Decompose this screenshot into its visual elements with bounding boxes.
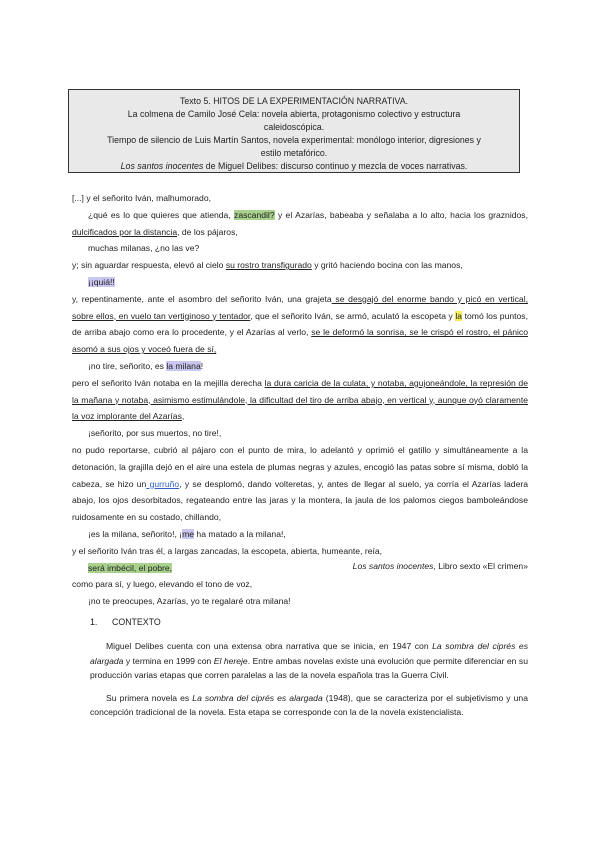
highlight-yellow: la xyxy=(455,310,463,321)
excerpt-paragraph: ¡no tire, señorito, es la milana! xyxy=(88,360,204,371)
highlight-purple: ¡¡quiá!! xyxy=(88,276,115,287)
header-line: estilo metafórico. xyxy=(260,148,328,158)
body-paragraph: Su primera novela es La sombra del ciprés es alargada (1948), que se caracteriza por el subjetivismo y una concepción tradicional de la novela. Esta etapa se corresponde con la de la novela existencialista. xyxy=(90,692,528,718)
section-title: CONTEXTO xyxy=(112,617,161,627)
underlined-text: se desgajó del enorme bando y picó en vertical, sobre ellos, en vuelo tan vertiginoso y tentador xyxy=(72,293,528,321)
highlight-green: zascandil? xyxy=(234,209,275,220)
excerpt-paragraph: y el señorito Iván tras él, a largas zancadas, la escopeta, abierta, humeante, reía, xyxy=(72,545,383,556)
excerpt-paragraph xyxy=(72,274,528,291)
excerpt-paragraph: ¿qué es lo que quieres que atienda, zascandil? y el Azarías, babeaba y señalaba a lo alto, hacia los graznidos, dulcificados por la distancia, de los pájaros, xyxy=(72,209,528,237)
header-line: Tiempo de silencio de Luis Martín Santos, novela experimental: monólogo interior, digresiones y xyxy=(107,135,481,145)
highlight-purple: me xyxy=(182,528,195,539)
body-paragraph: Miguel Delibes cuenta con una extensa obra narrativa que se inicia, en 1947 con La sombra del ciprés es alargada y termina en 1999 con El hereje. Entre ambas novelas existe una evolución que permite diferenciar en su producción varias etapas que corren paralelas a las de la novela española tras la Guerra Civil. xyxy=(90,641,528,681)
book-title: La sombra del ciprés es alargada xyxy=(90,641,528,666)
header-line: caleidoscópica. xyxy=(263,122,325,132)
underlined-text: la dura caricia de la culata, y notaba, agujoneándole, la represión de la mañana y notaba, asimismo estimulándole, la dificultad del tiro de arriba abajo, en vertical y, aunque oyó claramente la voz implorante del Azarías xyxy=(72,377,528,422)
topic-header-box xyxy=(68,89,520,173)
excerpt-citation: Los santos inocentes, Libro sexto «El crimen» xyxy=(352,561,528,571)
section-body xyxy=(90,639,528,728)
header-line: La colmena de Camilo José Cela: novela abierta, protagonismo colectivo y estructura xyxy=(127,109,461,119)
highlight-purple: la milana xyxy=(166,360,201,371)
section-number: 1. xyxy=(90,617,98,627)
excerpt-paragraph: muchas milanas, ¿no las ve? xyxy=(88,243,200,254)
underlined-text: su rostro transfigurado xyxy=(225,260,312,271)
excerpt-paragraph: y, repentinamente, ante el asombro del señorito Iván, una grajeta se desgajó del enorme bando y picó en vertical, sobre ellos, en vuelo tan vertiginoso y tentador, que el señorito Iván, se armó, aculató la escopeta y la tomó los puntos, de arriba abajo como era lo procedente, y el Azarías al verlo, se le deformó la sonrisa, se le crispó el rostro, el pánico asomó a sus ojos y voceó fuera de sí, xyxy=(72,293,528,355)
excerpt-paragraph: ¡no te preocupes, Azarías, yo te regalaré otra milana! xyxy=(88,596,291,607)
underlined-text: dulcificados por la distancia xyxy=(72,226,178,237)
book-title: La sombra del ciprés es alargada xyxy=(192,692,323,703)
excerpt-paragraph: y; sin aguardar respuesta, elevó al cielo su rostro transfigurado y gritó haciendo bocina con las manos, xyxy=(72,260,463,271)
header-title: Texto 5. HITOS DE LA EXPERIMENTACIÓN NARRATIVA. xyxy=(179,96,409,106)
excerpt-paragraph: no pudo reportarse, cubrió al pájaro con el punto de mira, lo adelantó y oprimió el gatillo y simultáneamente a la detonación, la grajilla dejó en el aire una estela de plumas negras y azules, encogió las patas sobre sí misma, dobló la cabeza, se hizo un gurruño, y se desplomó, dando volteretas, y, antes de llegar al suelo, ya corría el Azarías ladera abajo, los ojos desorbitados, regateando entre las jaras y la montera, la jaula de los palomos ciegos bamboleándose ruidosamente en su costado, chillando, xyxy=(72,444,528,523)
header-book-title: Los santos inocentes xyxy=(120,161,204,171)
underlined-text: se le deformó la sonrisa, se le crispó el rostro, el pánico asomó a sus ojos y voceó fuera de sí, xyxy=(72,327,528,355)
highlight-green: será imbécil, el pobre, xyxy=(88,562,173,573)
literary-excerpt xyxy=(72,190,528,610)
glossary-link[interactable]: gurruño xyxy=(146,478,180,489)
excerpt-paragraph: ¡es la milana, señorito!, ¡me ha matado a la milana!, xyxy=(88,528,286,539)
excerpt-paragraph: ¡señorito, por sus muertos, no tire!, xyxy=(88,428,222,439)
section-heading xyxy=(90,617,161,627)
excerpt-paragraph: pero el señorito Iván notaba en la mejilla derecha la dura caricia de la culata, y notaba, agujoneándole, la represión de la mañana y notaba, asimismo estimulándole, la dificultad del tiro de arriba abajo, en vertical y, aunque oyó claramente la voz implorante del Azarías, xyxy=(72,377,528,422)
book-title: El hereje xyxy=(213,655,248,666)
excerpt-paragraph: como para sí, y luego, elevando el tono de voz, xyxy=(72,579,253,590)
header-line: Los santos inocentes de Miguel Delibes: discurso continuo y mezcla de voces narrativas. xyxy=(120,161,468,171)
excerpt-paragraph: [...] y el señorito Iván, malhumorado, xyxy=(72,193,211,203)
